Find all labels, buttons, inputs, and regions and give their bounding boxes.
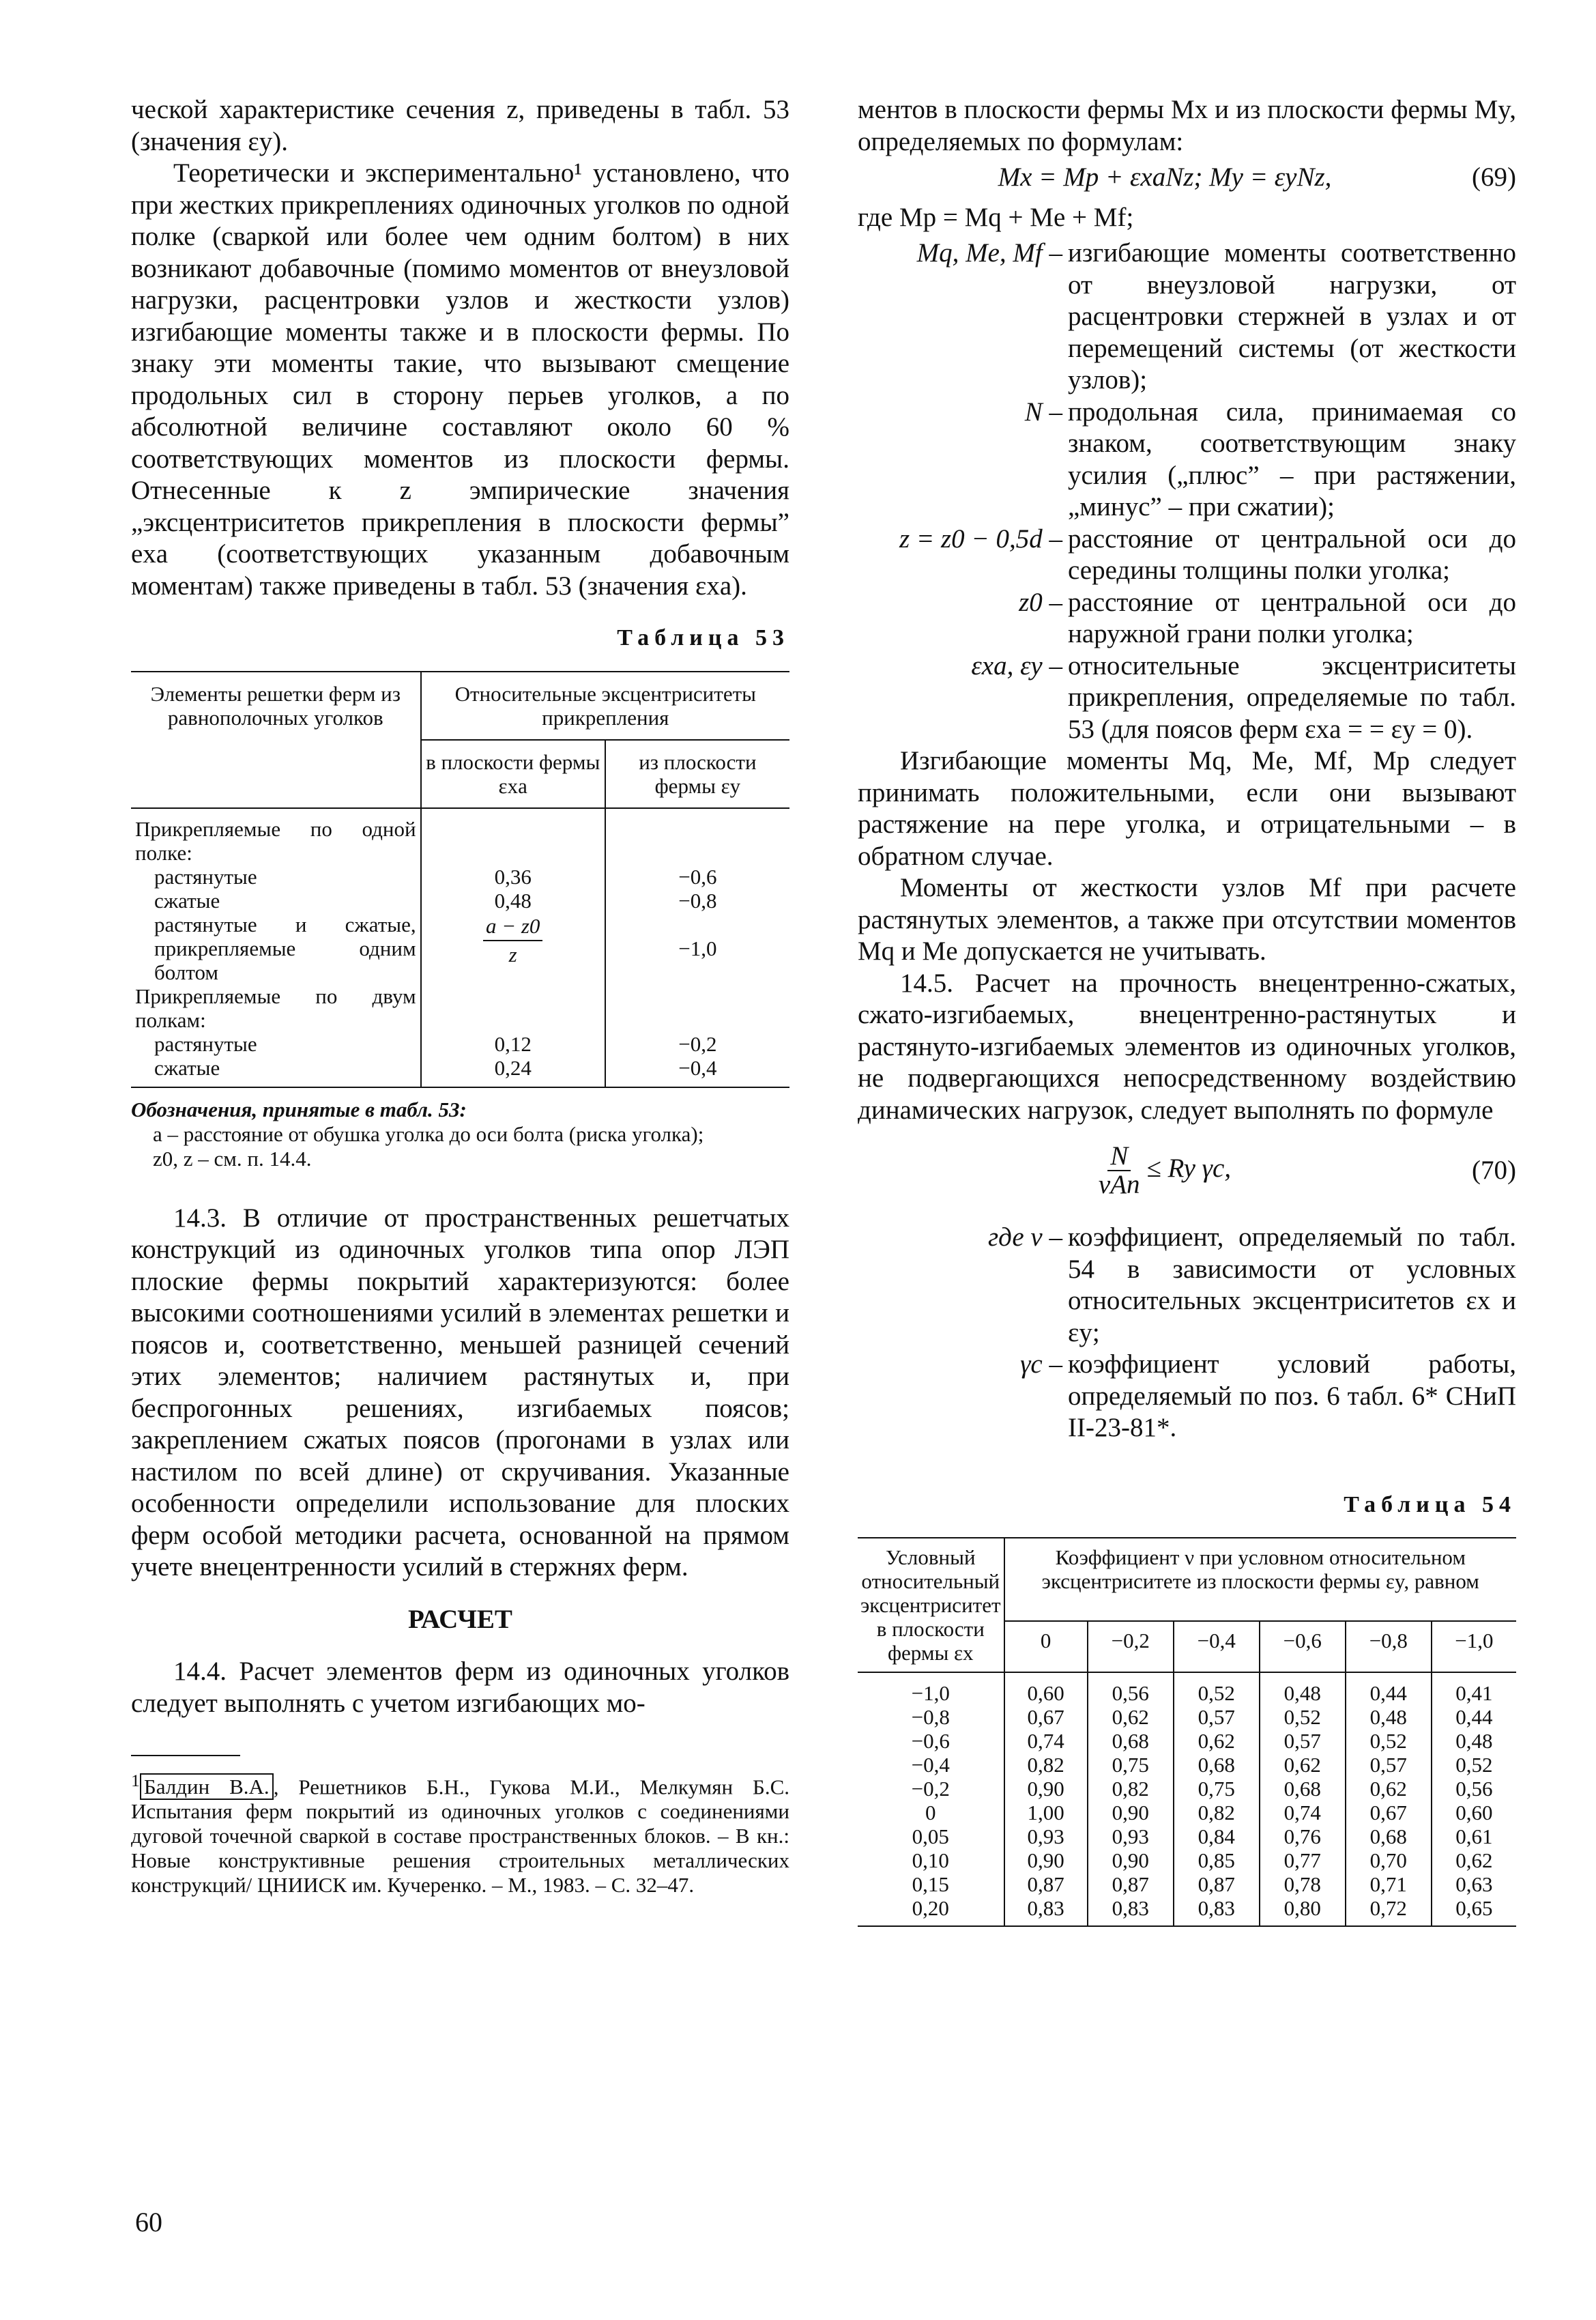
definition-text: относительные эксцентриситеты прикрепления, определяемые по табл. 53 (для поясов ферм εxa = = εy = 0). — [1068, 650, 1516, 744]
t53-cell: 0,12 — [421, 1032, 605, 1056]
table-53-notes — [131, 1098, 789, 1171]
equation-69-body: Mx = Mp + εxaNz; My = εyNz, — [998, 162, 1332, 192]
equation-70-rhs: ≤ Ry γc, — [1146, 1153, 1232, 1183]
t54-row-ex: 0,20 — [858, 1896, 1004, 1926]
table-row — [858, 1824, 1516, 1848]
t54-cell: 0,44 — [1346, 1672, 1432, 1705]
where-mp: где Mp = Mq + Me + Mf; — [858, 202, 1134, 232]
t54-cell: 0,74 — [1004, 1729, 1088, 1753]
t54-col-header: 0 — [1004, 1621, 1088, 1672]
t54-cell: 0,61 — [1432, 1824, 1516, 1848]
paragraph-bending: Изгибающие моменты Mq, Me, Mf, Mp следует принимать положительными, если они вызывают растяжение на пере уголка, и отрицательными – в обратном случае. — [858, 746, 1516, 871]
t54-cell: 0,83 — [1004, 1896, 1088, 1926]
t54-cell: 0,65 — [1432, 1896, 1516, 1926]
definition-item — [858, 524, 1516, 587]
t54-cell: 0,48 — [1260, 1672, 1346, 1705]
t53-row-label: сжатые — [154, 888, 220, 913]
equation-70-number: (70) — [1472, 1155, 1516, 1185]
t54-cell: 0,78 — [1260, 1872, 1346, 1896]
paragraph-14-5: 14.5. Расчет на прочность внецентренно-сжатых, сжато-изгибаемых, внецентренно-растянутых и растянуто-изгибаемых элементов из одиночных уголков, не подвергающихся непосредственному воздействию динамических нагрузок, следует выполнять по формуле — [858, 968, 1516, 1125]
table-row — [858, 1801, 1516, 1824]
table-row — [858, 1872, 1516, 1896]
t53-group-2: Прикрепляемые по двум полкам: — [135, 984, 416, 1032]
t54-cell: 0,48 — [1432, 1729, 1516, 1753]
t53-header-in-plane: в плоскости фермы εxa — [421, 740, 605, 808]
t54-cell: 0,76 — [1260, 1824, 1346, 1848]
t54-cell: 0,70 — [1346, 1848, 1432, 1872]
note-a: a – расстояние от обушка уголка до оси болта (риска уголка); — [153, 1121, 704, 1146]
t54-cell: 0,56 — [1432, 1777, 1516, 1801]
t54-cell: 0,87 — [1174, 1872, 1260, 1896]
table-row — [858, 1705, 1516, 1729]
definition-symbol: εxa, εy – — [971, 650, 1062, 681]
table-row — [858, 1848, 1516, 1872]
t54-cell: 0,62 — [1088, 1705, 1174, 1729]
t53-cell: 0,24 — [421, 1056, 605, 1087]
table-54 — [858, 1537, 1516, 1927]
t54-cell: 0,90 — [1004, 1848, 1088, 1872]
table-row — [858, 1896, 1516, 1926]
t54-col-header: −1,0 — [1432, 1621, 1516, 1672]
t54-cell: 0,82 — [1174, 1801, 1260, 1824]
t54-cell: 0,87 — [1088, 1872, 1174, 1896]
table-row — [858, 1753, 1516, 1777]
fraction-denominator: νAn — [1098, 1170, 1140, 1199]
t54-cell: 0,63 — [1432, 1872, 1516, 1896]
t54-cell: 0,44 — [1432, 1705, 1516, 1729]
t54-cell: 0,74 — [1260, 1801, 1346, 1824]
t54-cell: 0,57 — [1260, 1729, 1346, 1753]
t54-cell: 1,00 — [1004, 1801, 1088, 1824]
t54-cell: 0,62 — [1174, 1729, 1260, 1753]
t54-col-header: −0,8 — [1346, 1621, 1432, 1672]
t53-cell: −0,8 — [605, 889, 789, 913]
definition-text: расстояние от центральной оси до середины толщины полки уголка; — [1068, 524, 1516, 585]
t54-cell: 0,57 — [1346, 1753, 1432, 1777]
t54-row-ex: −0,6 — [911, 1729, 950, 1753]
paragraph-rigidity: Моменты от жесткости узлов Mf при расчете растянутых элементов, а также при отсутствии моментов Mq и Me допускается не учитывать. — [858, 873, 1516, 966]
footnote-boxed-author: Балдин В.А. — [140, 1773, 274, 1800]
definition-item — [858, 650, 1516, 746]
table-row — [858, 1777, 1516, 1801]
t54-cell: 0,68 — [1174, 1753, 1260, 1777]
paragraph-theory: Теоретически и экспериментально¹ установлено, что при жестких прикреплениях одиночных уголков по одной полке (сваркой или более чем одним болтом) в них возникают добавочные (помимо моментов от внеузловой нагрузки, расцентровки узлов и жесткости узлов) изгибающие моменты также и в плоскости фермы. По знаку эти моменты такие, что вызывают смещение продольных сил в сторону перьев уголков, а по абсолютной величине составляют около 60 % соответствующих моментов из плоскости фермы. Отнесенные к z эмпирические значения „эксцентриситетов прикрепления в плоскости фермы” exa (соответствующих указанным добавочным моментам) также приведены в табл. 53 (значения εxa). — [131, 158, 789, 601]
definition-symbol: z = z0 − 0,5d – — [899, 524, 1062, 554]
definition-item — [858, 1349, 1516, 1444]
t54-col-header: −0,4 — [1174, 1621, 1260, 1672]
t54-cell: 0,77 — [1260, 1848, 1346, 1872]
t54-col-header: −0,6 — [1260, 1621, 1346, 1672]
table-53-caption: Таблица 53 — [617, 625, 789, 650]
paragraph-14-4: 14.4. Расчет элементов ферм из одиночных уголков следует выполнять с учетом изгибающих мо- — [131, 1657, 789, 1718]
t54-row-ex: 0,10 — [912, 1848, 949, 1872]
t54-cell: 0,83 — [1174, 1896, 1260, 1926]
t54-row-ex: −0,4 — [911, 1753, 950, 1777]
notes-title: Обозначения, принятые в табл. 53: — [131, 1097, 467, 1121]
left-column — [131, 94, 789, 1897]
t54-cell: 0,56 — [1088, 1672, 1174, 1705]
equation-69-number: (69) — [1472, 162, 1516, 192]
t54-cell: 0,72 — [1346, 1896, 1432, 1926]
definition-text: изгибающие моменты соответственно от внеузловой нагрузки, от расцентровки стержней в узлах и от перемещений системы (от жесткости узлов); — [1068, 238, 1516, 395]
t54-cell: 0,57 — [1174, 1705, 1260, 1729]
t54-row-ex: 0,05 — [912, 1824, 949, 1848]
t54-cell: 0,85 — [1174, 1848, 1260, 1872]
t54-cell: 0,52 — [1432, 1753, 1516, 1777]
paragraph-continuation: ческой характеристике сечения z, приведены в табл. 53 (значения εy). — [131, 95, 789, 156]
t54-cell: 0,80 — [1260, 1896, 1346, 1926]
t54-cell: 0,90 — [1088, 1848, 1174, 1872]
definition-item — [858, 587, 1516, 650]
t53-cell: −1,0 — [605, 913, 789, 984]
t54-cell: 0,60 — [1432, 1801, 1516, 1824]
t54-row-ex: −0,2 — [911, 1777, 950, 1801]
table-53 — [131, 671, 789, 1088]
equation-70 — [858, 1143, 1516, 1199]
t53-row-label: растянутые и сжатые, прикрепляемые одним болтом — [154, 912, 416, 984]
t54-col-header: −0,2 — [1088, 1621, 1174, 1672]
table-row — [858, 1729, 1516, 1753]
footnote: $^1$ Балдин В.А. , Решетников Б.Н., Гукова М.И., Мелкумян Б.С. Испытания ферм покрытий из одиночных уголков с соединениями дуговой точечной сваркой в составе пространственных блоков. – В кн.: Новые конструктивные решения строительных металлических конструкций/ ЦНИИСК им. Кучеренко. – М., 1983. – С. 32–47. — [131, 1771, 790, 1897]
page-number: 60 — [135, 2207, 162, 2237]
t54-cell: 0,84 — [1174, 1824, 1260, 1848]
t54-cell: 0,60 — [1004, 1672, 1088, 1705]
t54-cell: 0,68 — [1088, 1729, 1174, 1753]
definitions-list — [858, 238, 1516, 745]
t54-cell: 0,67 — [1346, 1801, 1432, 1824]
definition-text: коэффициент условий работы, определяемый по поз. 6 табл. 6* СНиП II-23-81*. — [1068, 1349, 1516, 1442]
t54-cell: 0,82 — [1088, 1777, 1174, 1801]
t54-cell: 0,71 — [1346, 1872, 1432, 1896]
t53-cell-fraction — [421, 913, 605, 984]
fraction-denominator: z — [508, 942, 517, 966]
footnote-text: , Решетников Б.Н., Гукова М.И., Мелкумян Б.С. Испытания ферм покрытий из одиночных уголков с соединениями дуговой точечной сваркой в составе пространственных блоков. – В кн.: Новые конструктивные решения строительных металлических конструкций/ ЦНИИСК им. Кучеренко. – М., 1983. – С. 32–47. — [131, 1775, 790, 1897]
t53-group-1: Прикрепляемые по одной полке: — [135, 816, 416, 865]
right-column — [858, 94, 1516, 1927]
t54-cell: 0,93 — [1088, 1824, 1174, 1848]
paragraph-moments: ментов в плоскости фермы Mx и из плоскости фермы My, определяемых по формулам: — [858, 95, 1516, 156]
t53-header-ecc: Относительные эксцентриситеты прикрепления — [421, 672, 789, 740]
t54-row-ex: −1,0 — [911, 1681, 950, 1705]
t54-cell: 0,87 — [1004, 1872, 1088, 1896]
t53-row-label: растянутые — [154, 864, 257, 889]
t54-cell: 0,52 — [1174, 1672, 1260, 1705]
t53-row-label: сжатые — [131, 1056, 421, 1087]
fraction-numerator: a − z0 — [483, 913, 542, 941]
t54-cell: 0,90 — [1088, 1801, 1174, 1824]
t53-cell: −0,2 — [605, 1032, 789, 1056]
t54-header-group: Коэффициент ν при условном относительном эксцентриситете из плоскости фермы εy, равном — [1004, 1538, 1516, 1621]
section-heading: РАСЧЕТ — [408, 1604, 512, 1634]
definition-symbol: Mq, Me, Mf – — [916, 238, 1062, 268]
fraction-numerator: N — [1107, 1143, 1131, 1171]
t54-cell: 0,68 — [1260, 1777, 1346, 1801]
t54-row-ex: 0,15 — [912, 1872, 949, 1896]
table-row — [858, 1672, 1516, 1705]
t54-cell: 0,41 — [1432, 1672, 1516, 1705]
definition-item — [858, 397, 1516, 524]
definition-symbol: z0 – — [1019, 587, 1062, 617]
t54-cell: 0,52 — [1260, 1705, 1346, 1729]
t54-cell: 0,90 — [1004, 1777, 1088, 1801]
t53-cell: −0,6 — [605, 865, 789, 889]
t53-cell: −0,4 — [605, 1056, 789, 1087]
definitions-list-2 — [858, 1222, 1516, 1444]
t54-cell: 0,67 — [1004, 1705, 1088, 1729]
t54-row-ex: 0 — [925, 1801, 936, 1824]
footnote-rule — [131, 1755, 240, 1756]
t53-row-label: растянутые — [154, 1031, 257, 1056]
t54-cell: 0,62 — [1432, 1848, 1516, 1872]
t54-cell: 0,62 — [1346, 1777, 1432, 1801]
t54-cell: 0,93 — [1004, 1824, 1088, 1848]
equation-69 — [858, 162, 1516, 194]
t54-cell: 0,75 — [1088, 1753, 1174, 1777]
t54-cell: 0,75 — [1174, 1777, 1260, 1801]
t54-cell: 0,52 — [1346, 1729, 1432, 1753]
definition-text: коэффициент, определяемый по табл. 54 в зависимости от условных относительных эксцентриситетов εx и εy; — [1068, 1222, 1516, 1347]
t54-cell: 0,48 — [1346, 1705, 1432, 1729]
definition-symbol: γc – — [1020, 1349, 1062, 1379]
paragraph-14-3: 14.3. В отличие от пространственных решетчатых конструкций из одиночных уголков типа опор ЛЭП плоские фермы покрытий характеризуются: более высокими соотношениями усилий в элементах решетки и поясов и, соответственно, меньшей разницей сечений этих элементов; наличием растянутых и, при беспрогонных решениях, изгибаемых поясов; закреплением сжатых поясов (прогонами в узлах или настилом по всей длине) от скручивания. Указанные особенности определили использование для плоских ферм особой методики расчета, основанной на прямом учете внецентренности усилий в стержнях ферм. — [131, 1203, 789, 1581]
t53-cell: 0,48 — [421, 889, 605, 913]
t54-cell: 0,83 — [1088, 1896, 1174, 1926]
t53-header-elements: Элементы решетки ферм из равнополочных уголков — [131, 672, 421, 808]
t54-row-ex: −0,8 — [911, 1705, 950, 1729]
definition-text: расстояние от центральной оси до наружной грани полки уголка; — [1068, 587, 1516, 648]
t54-cell: 0,68 — [1346, 1824, 1432, 1848]
t54-header-rowhead: Условный относительный эксцентриситет в плоскости фермы εx — [858, 1538, 1004, 1672]
t54-cell: 0,82 — [1004, 1753, 1088, 1777]
note-z: z0, z – см. п. 14.4. — [153, 1146, 312, 1171]
t54-cell: 0,62 — [1260, 1753, 1346, 1777]
t53-header-out-plane: из плоскости фермы εy — [605, 740, 789, 808]
definition-item — [858, 238, 1516, 397]
definition-text: продольная сила, принимаемая со знаком, соответствующим знаку усилия („плюс” – при растяжении, „минус” – при сжатии); — [1068, 397, 1516, 521]
t53-cell: 0,36 — [421, 865, 605, 889]
table-54-caption: Таблица 54 — [1344, 1491, 1516, 1517]
equation-70-body — [858, 1143, 1472, 1199]
definition-symbol: N – — [1024, 397, 1062, 427]
definition-symbol: где ν – — [987, 1222, 1062, 1252]
definition-item — [858, 1222, 1516, 1349]
